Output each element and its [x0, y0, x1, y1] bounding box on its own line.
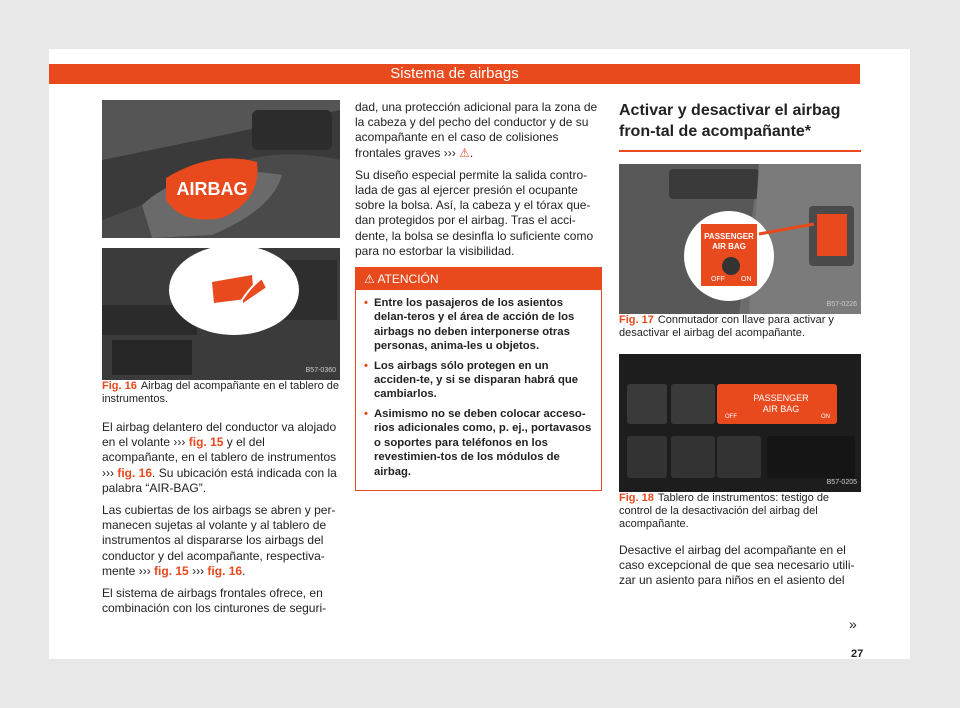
link-fig-16[interactable]: fig. 16: [117, 465, 153, 480]
warning-item: • Los airbags sólo protegen en un acciden-te, y si se disparan habrá que cambiarlos.: [364, 359, 593, 402]
warning-icon: ⚠: [459, 145, 470, 160]
off-label: OFF: [725, 414, 737, 420]
figure-17-caption: Fig. 17 Conmutador con llave para activar y desactivar el airbag del acompañante.: [619, 314, 834, 339]
on-label: ON: [821, 414, 830, 420]
paragraph: El airbag delantero del conductor va alojado en el volante ››› fig. 15 y el del acompañante, en el tablero de instrumentos ››› fig. 16. Su ubicación está indicada con la palabra “AIR-BAG”.: [102, 420, 337, 495]
figure-code: B57-0360: [305, 366, 336, 374]
continue-mark: »: [849, 616, 857, 632]
off-label: OFF: [711, 276, 725, 283]
airbag-label: AIR BAG: [762, 404, 800, 414]
warning-title: ATENCIÓN: [377, 272, 439, 287]
paragraph: Desactive el airbag del acompañante en el caso excepcional de que sea necesario utili-zar un asiento para niños en el asiento del: [619, 543, 855, 588]
link-fig-15[interactable]: fig. 15: [188, 435, 224, 450]
airbag-switch-image: [619, 164, 861, 314]
warning-box: [355, 267, 602, 491]
section-title: Activar y desactivar el airbag fron-tal de acompañante*: [619, 100, 861, 152]
paragraph: dad, una protección adicional para la zona de la cabeza y del pecho del conductor y de su acompañante en el caso de colisiones frontales graves ››› ⚠.: [355, 100, 598, 160]
figure-18: [619, 354, 861, 492]
warning-icon: ⚠: [364, 272, 375, 287]
passenger-label: PASSENGER: [704, 232, 754, 241]
warning-item: • Asimismo no se deben colocar acceso-rios adicionales como, p. ej., portavasos o soportes para teléfonos en los revestimien-tos de los módulos de airbag.: [364, 407, 593, 479]
page-number: 27: [851, 648, 864, 660]
figure-code: B57-0226: [826, 300, 857, 308]
warning-list: [356, 290, 601, 490]
passenger-label: PASSENGER: [753, 393, 809, 403]
figure-16: [102, 100, 340, 380]
page-header: Sistema de airbags: [49, 64, 860, 84]
airbag-dashboard-image: [102, 100, 340, 380]
airbag-indicator-panel-image: [619, 354, 861, 492]
column-2: [355, 100, 602, 491]
warning-header: [356, 268, 601, 290]
column-3: [619, 100, 861, 596]
paragraph: El sistema de airbags frontales ofrece, en combinación con los cinturones de seguri-: [102, 586, 327, 616]
paragraph: Las cubiertas de los airbags se abren y per-manecen sujetas al volante y al tablero de instrumentos al dispararse los airbags del conductor y del acompañante, respectiva-mente ››› fig. 15 ››› fig. 16.: [102, 503, 336, 578]
column-1: [102, 100, 340, 623]
figure-18-caption: Fig. 18 Tablero de instrumentos: testigo de control de la desactivación del airbag del acompañante.: [619, 492, 830, 530]
airbag-label: AIRBAG: [176, 179, 248, 199]
link-fig-15[interactable]: fig. 15: [154, 563, 189, 578]
warning-item: • Entre los pasajeros de los asientos delan-teros y el área de acción de los airbags no deben interponerse otras personas, anima-les u objetos.: [364, 296, 593, 354]
figure-17: [619, 164, 861, 314]
paragraph: Su diseño especial permite la salida contro-lada de gas al ejercer presión el ocupante sobre la bolsa. Así, la cabeza y el tórax que-dan protegidos por el airbag. Tras el acci-dente, la bolsa se desinfla lo suficiente como para no estorbar la visibilidad.: [355, 167, 594, 258]
figure-16-caption: Fig. 16 Airbag del acompañante en el tablero de instrumentos.: [102, 380, 339, 405]
link-fig-16[interactable]: fig. 16: [207, 563, 243, 578]
figure-code: B57-0205: [826, 478, 857, 486]
airbag-label: AIR BAG: [712, 242, 746, 251]
on-label: ON: [741, 276, 752, 283]
